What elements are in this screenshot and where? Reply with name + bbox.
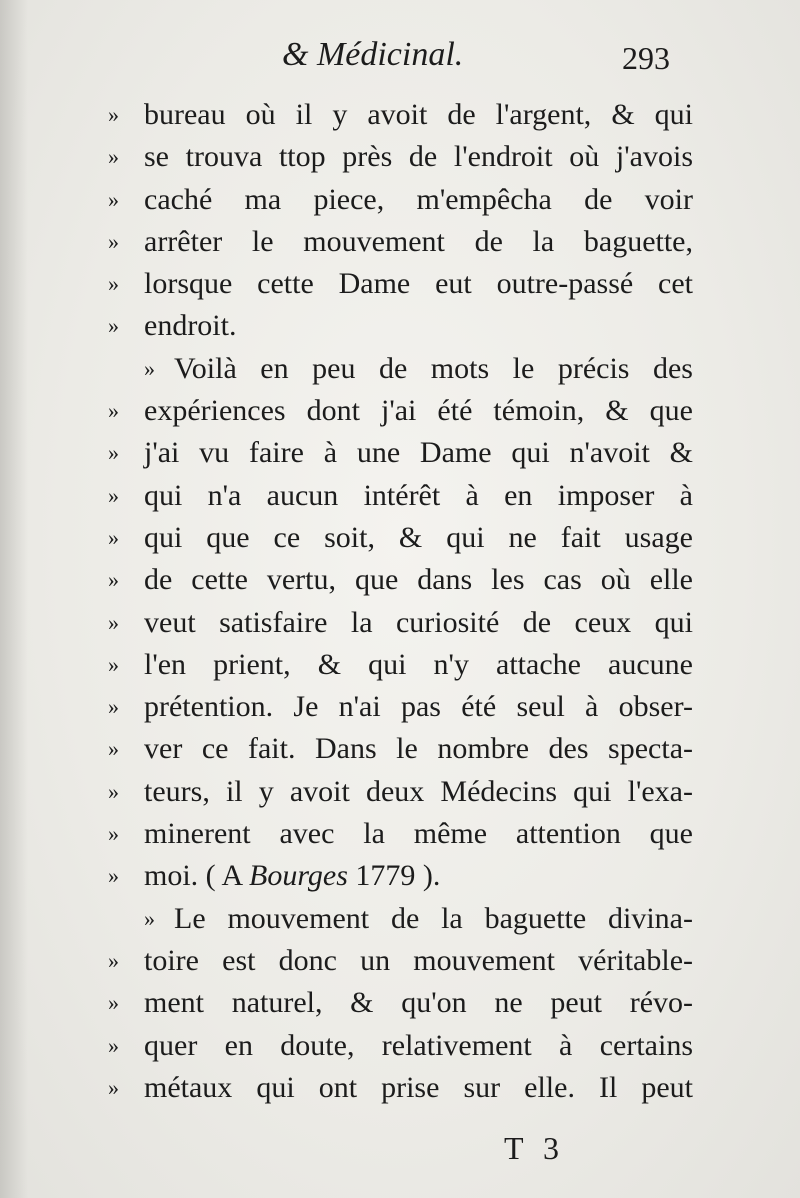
body-text	[108, 94, 693, 1109]
line-text: lorsque cette Dame eut outre-passé cet	[144, 267, 693, 301]
line-text: ment naturel, & qu'on ne peut révo-	[144, 986, 693, 1020]
quote-mark: »	[108, 144, 119, 170]
line-text-part: moi. ( A	[144, 859, 242, 893]
line-text: teurs, il y avoit deux Médecins qui l'exa-	[144, 774, 693, 808]
running-title: & Médicinal.	[282, 36, 464, 73]
text-line	[108, 94, 693, 136]
quote-mark: »	[108, 736, 119, 762]
line-text: Voilà en peu de mots le précis des	[174, 351, 693, 385]
quote-mark: »	[108, 694, 119, 720]
quote-mark: »	[144, 905, 155, 931]
quote-mark: »	[108, 482, 119, 508]
page-number: 293	[622, 40, 670, 76]
quote-mark: »	[144, 355, 155, 381]
text-line	[108, 1025, 693, 1067]
line-text-part: 1779 ).	[355, 859, 441, 893]
line-text: l'en prient, & qui n'y attache aucune	[144, 647, 693, 681]
quote-mark: »	[108, 947, 119, 973]
place-name-italic: Bourges	[249, 859, 348, 893]
quote-mark: »	[108, 440, 119, 466]
quote-mark: »	[108, 863, 119, 889]
quote-mark: »	[108, 102, 119, 127]
line-text: j'ai vu faire à une Dame qui n'avoit &	[144, 436, 693, 470]
text-line	[108, 475, 693, 517]
line-text: prétention. Je n'ai pas été seul à obser-	[144, 690, 693, 724]
text-line	[108, 686, 693, 728]
quote-mark: »	[108, 271, 119, 297]
line-text: ver ce fait. Dans le nombre des specta-	[144, 732, 693, 766]
text-line	[108, 771, 693, 813]
text-line	[108, 263, 693, 305]
quote-mark: »	[108, 990, 119, 1016]
line-text: caché ma piece, m'empêcha de voir	[144, 182, 693, 216]
line-text: bureau où il y avoit de l'argent, & qui	[144, 98, 693, 131]
paragraph-start-line	[108, 898, 693, 940]
line-text: endroit.	[144, 309, 237, 343]
line-text	[144, 855, 693, 897]
line-text: qui que ce soit, & qui ne fait usage	[144, 520, 693, 554]
line-text: se trouva ttop près de l'endroit où j'avois	[144, 140, 693, 174]
quote-mark: »	[108, 313, 119, 339]
quote-mark: »	[108, 651, 119, 677]
quote-mark: »	[108, 398, 119, 424]
quote-mark: »	[108, 1032, 119, 1058]
line-text: expériences dont j'ai été témoin, & que	[144, 394, 693, 428]
text-line	[108, 432, 693, 474]
line-text: quer en doute, relativement à certains	[144, 1028, 693, 1062]
text-line	[108, 644, 693, 686]
line-text: métaux qui ont prise sur elle. Il peut	[144, 1070, 693, 1104]
text-line	[108, 602, 693, 644]
quote-mark: »	[108, 1074, 119, 1100]
line-text: arrêter le mouvement de la baguette,	[144, 224, 693, 258]
quote-mark: »	[108, 228, 119, 254]
text-line	[108, 305, 693, 347]
text-line	[108, 517, 693, 559]
line-text: qui n'a aucun intérêt à en imposer à	[144, 478, 693, 512]
text-line	[108, 136, 693, 178]
quote-mark: »	[108, 821, 119, 847]
text-line	[108, 982, 693, 1024]
page-header	[0, 30, 800, 86]
line-text: Le mouvement de la baguette divina-	[174, 901, 693, 935]
line-text: veut satisfaire la curiosité de ceux qui	[144, 605, 693, 639]
text-line	[108, 855, 693, 897]
quote-mark: »	[108, 609, 119, 635]
text-line	[108, 390, 693, 432]
quote-mark: »	[108, 778, 119, 804]
text-line	[108, 179, 693, 221]
text-line	[108, 940, 693, 982]
gutter-shadow	[0, 0, 28, 1198]
quote-mark: »	[108, 186, 119, 212]
text-line	[108, 559, 693, 601]
paragraph-start-line	[108, 348, 693, 390]
signature-mark: T 3	[504, 1130, 565, 1166]
line-text: de cette vertu, que dans les cas où elle	[144, 563, 693, 597]
line-text: toire est donc un mouvement véritable-	[144, 943, 693, 977]
text-line	[108, 728, 693, 770]
text-line	[108, 1067, 693, 1109]
text-line	[108, 813, 693, 855]
quote-mark: »	[108, 524, 119, 550]
text-line	[108, 221, 693, 263]
line-text: minerent avec la même attention que	[144, 817, 693, 851]
quote-mark: »	[108, 567, 119, 593]
